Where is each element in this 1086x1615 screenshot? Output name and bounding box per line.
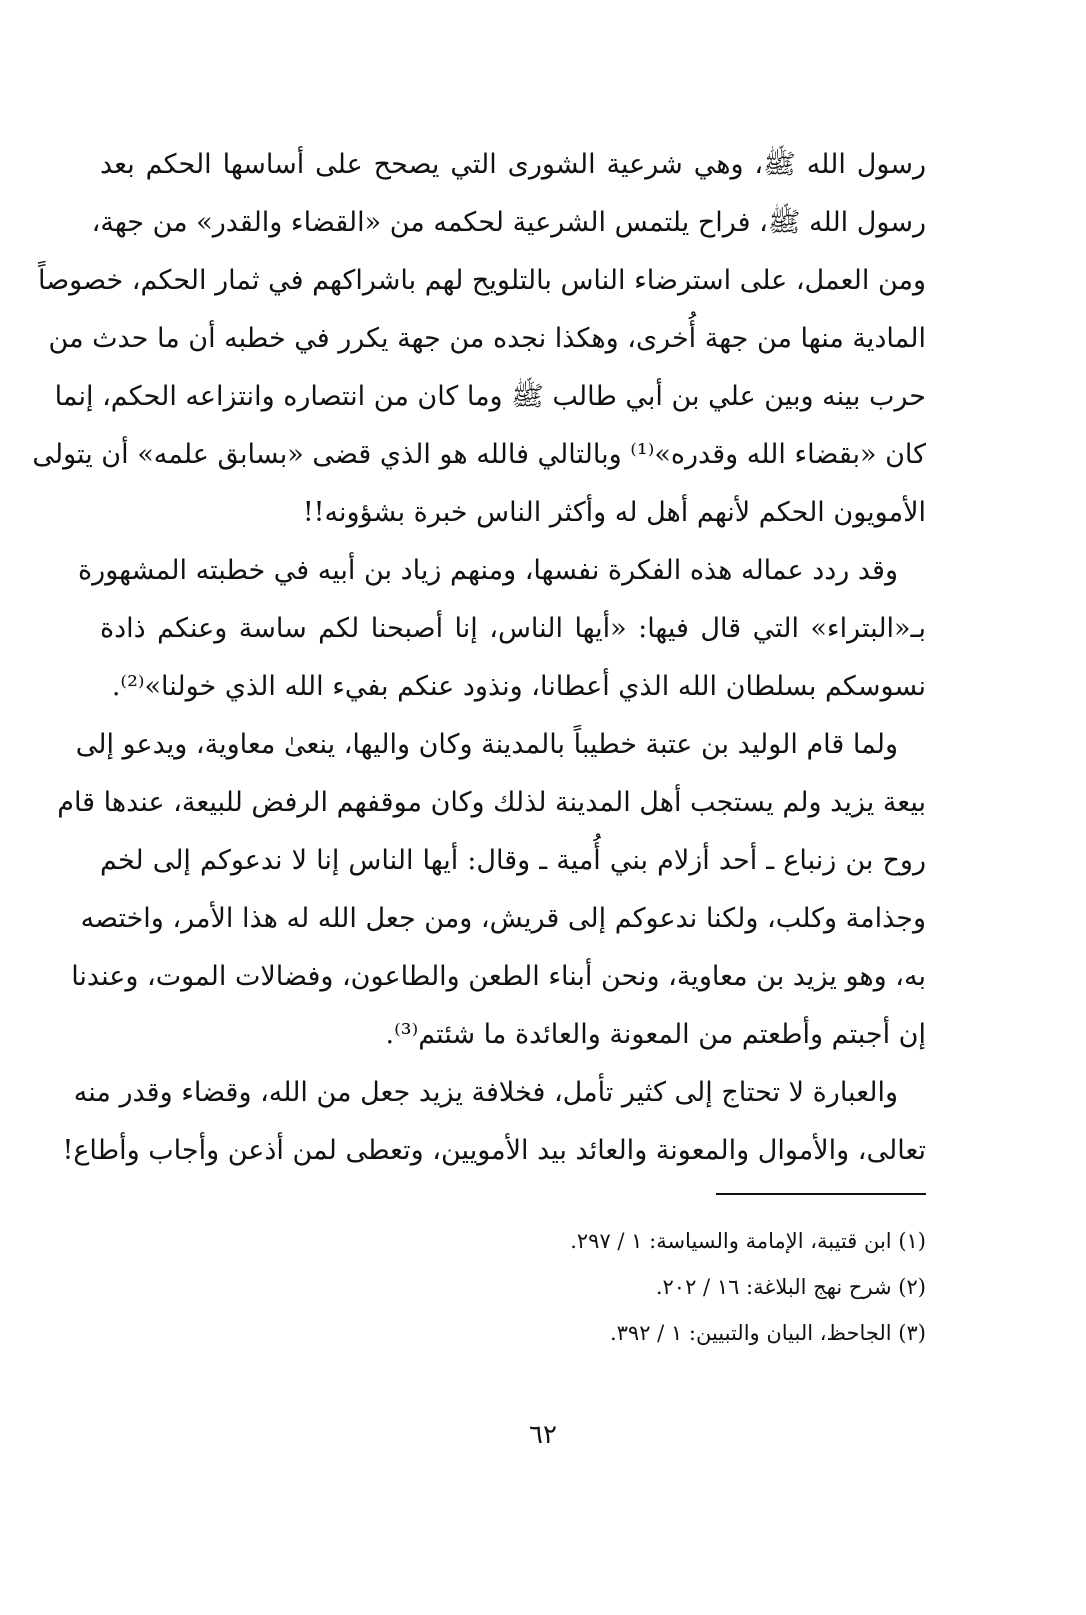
paragraph-2-line-2: بـ«البتراء» التي قال فيها: «أيها الناس، إنا أصبحنا لكم ساسة وعنكم ذادة bbox=[100, 613, 926, 644]
paragraph-1-line-3: ومن العمل، على استرضاء الناس بالتلويح لهم باشراكهم في ثمار الحكم، خصوصاً bbox=[38, 265, 926, 296]
footnote-2: (٢) شرح نهج البلاغة: ١٦ / ٢٠٢. bbox=[655, 1275, 926, 1299]
paragraph-1-line-2: رسول الله ﷺ، فراح يلتمس الشرعية لحكمه من «القضاء والقدر» من جهة، bbox=[91, 207, 926, 238]
paragraph-1-line-6: كان «بقضاء الله وقدره»⁽¹⁾ وبالتالي فالله هو الذي قضى «بسابق علمه» أن يتولى bbox=[32, 439, 926, 470]
paragraph-1-line-5: حرب بينه وبين علي بن أبي طالب ﷺ وما كان من انتصاره وانتزاعه الحكم، إنما bbox=[54, 381, 926, 412]
paragraph-4-line-1: والعبارة لا تحتاج إلى كثير تأمل، فخلافة يزيد جعل من الله، وقضاء وقدر منه bbox=[73, 1077, 898, 1108]
footnote-3: (٣) الجاحظ، البيان والتبيين: ١ / ٣٩٢. bbox=[609, 1321, 926, 1345]
paragraph-4-line-2: تعالى، والأموال والمعونة والعائد بيد الأمويين، وتعطى لمن أذعن وأجاب وأطاع! bbox=[62, 1135, 926, 1166]
paragraph-1-line-1: رسول الله ﷺ، وهي شرعية الشورى التي يصحح على أساسها الحكم بعد bbox=[100, 149, 926, 180]
paragraph-2-line-1: وقد ردد عماله هذه الفكرة نفسها، ومنهم زياد بن أبيه في خطبته المشهورة bbox=[78, 555, 898, 586]
body-text bbox=[32, 136, 926, 1180]
paragraph-3-line-2: بيعة يزيد ولم يستجب أهل المدينة لذلك وكان موقفهم الرفض للبيعة، عندها قام bbox=[57, 787, 926, 818]
footnote-divider bbox=[716, 1193, 926, 1195]
paragraph-1-line-4: المادية منها من جهة أُخرى، وهكذا نجده من جهة يكرر في خطبه أن ما حدث من bbox=[48, 323, 926, 354]
paragraph-3-line-6: إن أجبتم وأطعتم من المعونة والعائدة ما شئتم⁽³⁾. bbox=[385, 1019, 926, 1050]
paragraph-3-line-1: ولما قام الوليد بن عتبة خطيباً بالمدينة وكان واليها، ينعىٰ معاوية، ويدعو إلى bbox=[75, 729, 898, 760]
page-number: ٦٢ bbox=[529, 1420, 557, 1450]
paragraph-3-line-3: روح بن زنباع ـ أحد أزلام بني أُمية ـ وقال: أيها الناس إنا لا ندعوكم إلى لخم bbox=[100, 845, 926, 876]
footnote-1: (١) ابن قتيبة، الإمامة والسياسة: ١ / ٢٩٧. bbox=[570, 1229, 926, 1253]
paragraph-1-line-7: الأمويون الحكم لأنهم أهل له وأكثر الناس خبرة بشؤونه!! bbox=[302, 497, 926, 528]
paragraph-3-line-5: به، وهو يزيد بن معاوية، ونحن أبناء الطعن والطاعون، وفضالات الموت، وعندنا bbox=[71, 961, 926, 992]
footnotes bbox=[300, 1218, 926, 1356]
paragraph-3-line-4: وجذامة وكلب، ولكنا ندعوكم إلى قريش، ومن جعل الله له هذا الأمر، واختصه bbox=[80, 903, 926, 934]
paragraph-2-line-3: نسوسكم بسلطان الله الذي أعطانا، ونذود عنكم بفيء الله الذي خولنا»⁽²⁾. bbox=[111, 671, 926, 702]
